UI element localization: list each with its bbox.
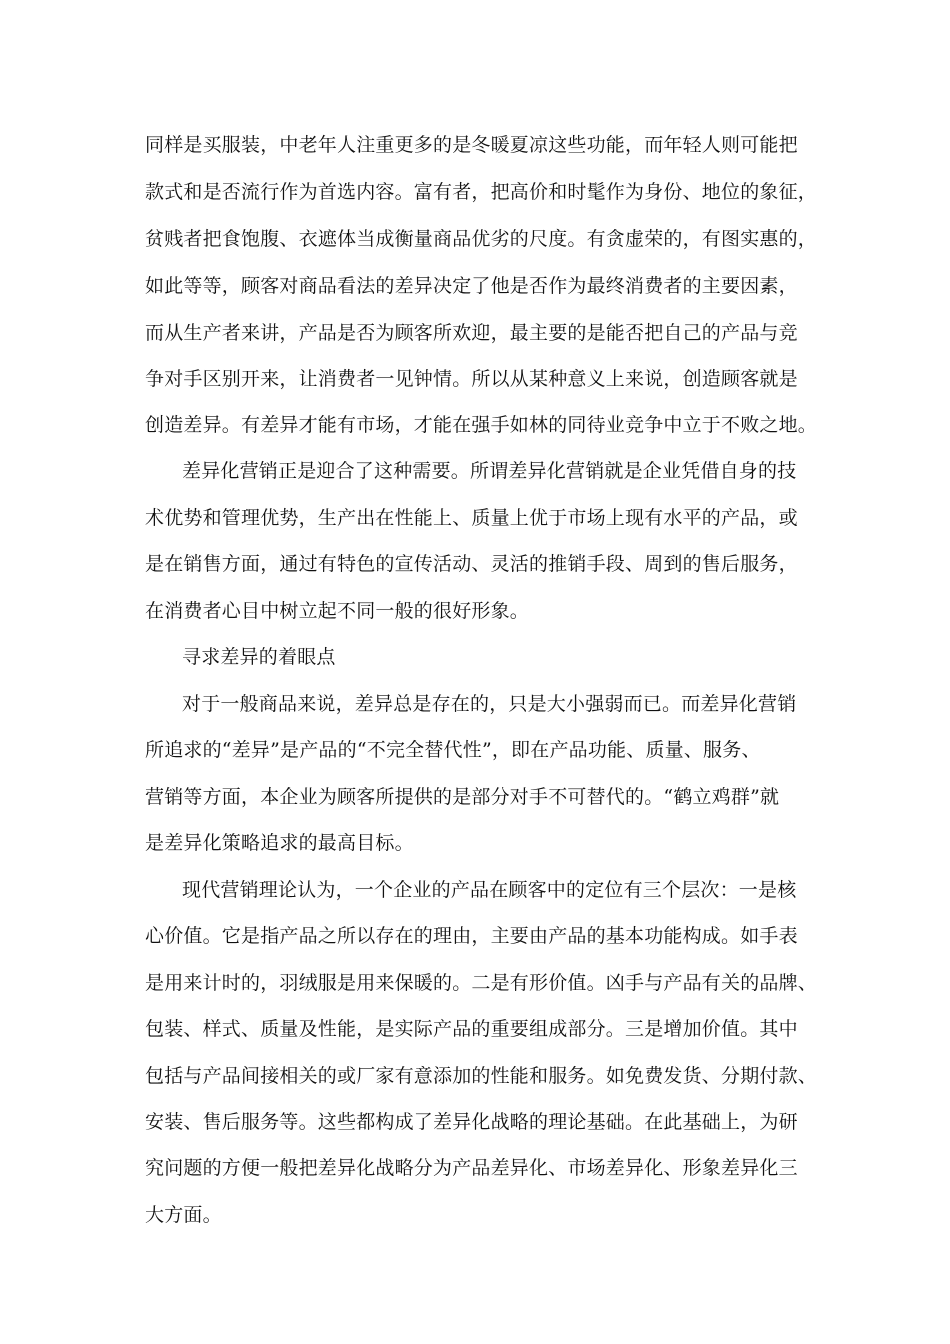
paragraph-first-line: 对于一般商品来说，差异总是存在的，只是大小强弱而已。而差异化营销 — [182, 693, 797, 715]
text-line: 如此等等，顾客对商品看法的差异决定了他是否作为最终消费者的主要因素， — [145, 275, 798, 297]
text-line: 所追求的“差异”是产品的“不完全替代性”，即在产品功能、质量、服务、 — [145, 739, 761, 761]
text-line: 营销等方面，本企业为顾客所提供的是部分对手不可替代的。“鹤立鸡群”就 — [145, 786, 780, 808]
text-line: 贫贱者把食饱腹、衣遮体当成衡量商品优劣的尺度。有贪虚荣的，有图实惠的， — [145, 228, 818, 250]
text-line: 在消费者心目中树立起不同一般的很好形象。 — [145, 600, 530, 622]
text-line: 究问题的方便一般把差异化战略分为产品差异化、市场差异化、形象差异化三 — [145, 1157, 798, 1179]
text-line: 包括与产品间接相关的或厂家有意添加的性能和服务。如免费发货、分期付款、 — [145, 1065, 818, 1087]
text-line: 争对手区别开来，让消费者一见钟情。所以从某种意义上来说，创造顾客就是 — [145, 368, 798, 390]
paragraph-first-line: 现代营销理论认为，一个企业的产品在顾客中的定位有三个层次：一是核 — [182, 879, 797, 901]
text-line: 安装、售后服务等。这些都构成了差异化战略的理论基础。在此基础上，为研 — [145, 1111, 798, 1133]
text-line: 创造差异。有差异才能有市场，才能在强手如林的同待业竞争中立于不败之地。 — [145, 414, 818, 436]
text-line: 心价值。它是指产品之所以存在的理由，主要由产品的基本功能构成。如手表 — [145, 925, 798, 947]
text-line: 是在销售方面，通过有特色的宣传活动、灵活的推销手段、周到的售后服务， — [145, 553, 798, 575]
text-line: 款式和是否流行作为首选内容。富有者，把高价和时髦作为身份、地位的象征， — [145, 181, 818, 203]
text-line: 包装、样式、质量及性能，是实际产品的重要组成部分。三是增加价值。其中 — [145, 1018, 798, 1040]
text-line: 大方面。 — [145, 1204, 222, 1226]
text-line: 是用来计时的，羽绒服是用来保暖的。二是有形价值。凶手与产品有关的品牌、 — [145, 972, 818, 994]
paragraph-first-line: 差异化营销正是迎合了这种需要。所谓差异化营销就是企业凭借自身的技 — [182, 460, 797, 482]
text-line: 而从生产者来讲，产品是否为顾客所欢迎，最主要的是能否把自己的产品与竞 — [145, 322, 798, 344]
text-line: 同样是买服装，中老年人注重更多的是冬暖夏凉这些功能，而年轻人则可能把 — [145, 134, 798, 156]
section-heading: 寻求差异的着眼点 — [182, 646, 336, 668]
text-line: 术优势和管理优势，生产出在性能上、质量上优于市场上现有水平的产品，或 — [145, 507, 798, 529]
text-line: 是差异化策略追求的最高目标。 — [145, 832, 414, 854]
